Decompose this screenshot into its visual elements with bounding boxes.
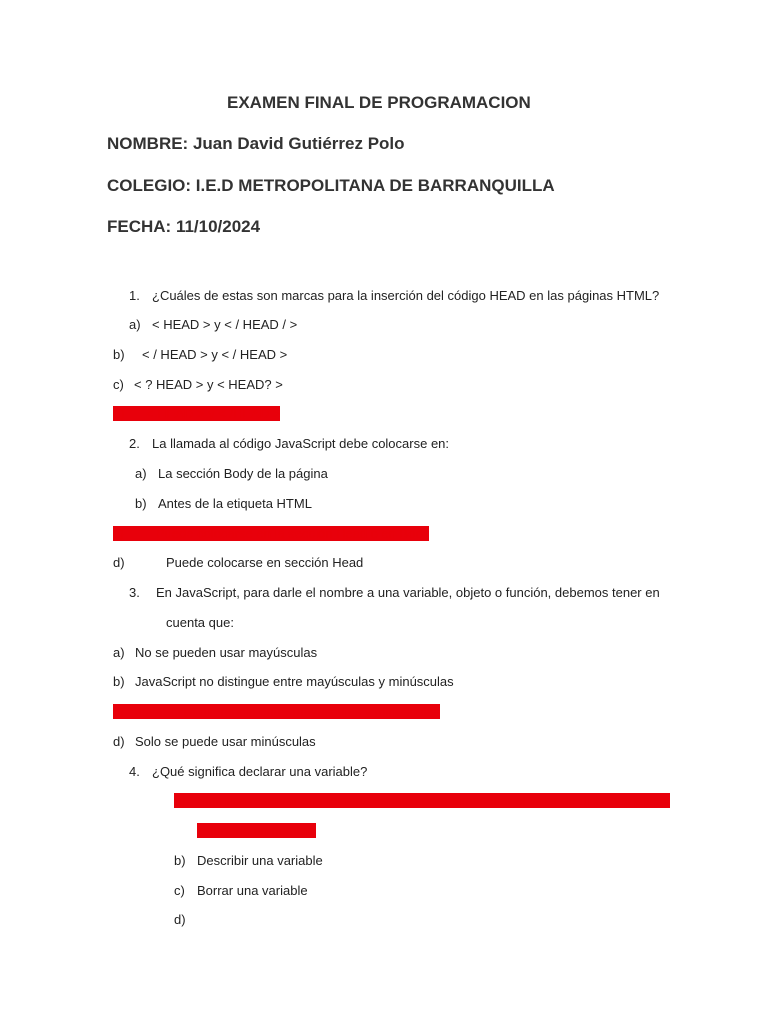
question-2-text: La llamada al código JavaScript debe colocarse en: bbox=[152, 436, 450, 451]
question-1-number: 1. bbox=[129, 288, 140, 303]
q1-option-c bbox=[113, 377, 283, 392]
answer-highlight bbox=[113, 704, 440, 719]
question-4-text: ¿Qué significa declarar una variable? bbox=[152, 764, 368, 779]
question-2 bbox=[129, 436, 449, 451]
q2-option-b bbox=[135, 496, 312, 511]
q1-option-d-letter: d) bbox=[113, 406, 125, 421]
q3-option-c-text: JavaScript diferencia entre mayúsculas y minúsculas bbox=[135, 704, 440, 719]
q2-option-a-letter: a) bbox=[135, 466, 147, 481]
q2-option-b-text: Antes de la etiqueta HTML bbox=[158, 496, 312, 511]
q2-option-c-text: Puede colocarse en la sección Head o en Body bbox=[156, 526, 430, 541]
q1-option-a-text: < HEAD > y < / HEAD / > bbox=[152, 317, 298, 332]
q4-option-a-text-line1: Significa reservar en memoria espacio para almacenar el valor de dicha variable y bbox=[197, 793, 670, 808]
q3-option-b-text: JavaScript no distingue entre mayúsculas y minúsculas bbox=[135, 674, 454, 689]
q1-option-b bbox=[113, 347, 287, 362]
q4-option-a-correct bbox=[174, 793, 670, 808]
q4-option-a-text-line2: asignarle un nombre bbox=[197, 823, 316, 838]
exam-date: FECHA: 11/10/2024 bbox=[107, 217, 261, 236]
answer-highlight bbox=[113, 526, 429, 541]
student-name: NOMBRE: Juan David Gutiérrez Polo bbox=[107, 134, 405, 153]
q4-option-c-letter: c) bbox=[174, 883, 185, 898]
q4-option-b-letter: b) bbox=[174, 853, 186, 868]
question-2-number: 2. bbox=[129, 436, 140, 451]
q1-option-d-text: < HEAD > y < /HEAD > bbox=[146, 406, 281, 421]
q4-option-c-text: Borrar una variable bbox=[197, 883, 308, 898]
q3-option-d bbox=[113, 734, 316, 749]
q3-option-b bbox=[113, 674, 454, 689]
school-name: COLEGIO: I.E.D METROPOLITANA DE BARRANQUILLA bbox=[107, 176, 555, 195]
q2-option-b-letter: b) bbox=[135, 496, 147, 511]
document-title: EXAMEN FINAL DE PROGRAMACION bbox=[227, 93, 531, 112]
q4-option-d bbox=[174, 912, 197, 927]
q3-option-b-letter: b) bbox=[113, 674, 125, 689]
q1-option-d-correct bbox=[113, 406, 280, 421]
q1-option-a-letter: a) bbox=[129, 317, 141, 332]
q4-option-b-text: Describir una variable bbox=[197, 853, 323, 868]
question-3 bbox=[129, 585, 660, 600]
q3-option-c-letter: c) bbox=[113, 704, 124, 719]
question-3-text-line1: En JavaScript, para darle el nombre a una variable, objeto o función, debemos tener en bbox=[156, 585, 660, 600]
q4-option-a-line2 bbox=[197, 823, 316, 838]
question-3-number: 3. bbox=[129, 585, 140, 600]
q3-option-d-letter: d) bbox=[113, 734, 125, 749]
q3-option-a bbox=[113, 645, 317, 660]
q1-option-b-text: < / HEAD > y < / HEAD > bbox=[142, 347, 288, 362]
q2-option-d bbox=[113, 555, 363, 570]
q3-option-a-letter: a) bbox=[113, 645, 125, 660]
q4-option-b bbox=[174, 853, 323, 868]
q2-option-d-text: Puede colocarse en sección Head bbox=[166, 555, 364, 570]
answer-highlight bbox=[113, 406, 280, 421]
question-4 bbox=[129, 764, 367, 779]
q1-option-b-letter: b) bbox=[113, 347, 125, 362]
q2-option-a-text: La sección Body de la página bbox=[158, 466, 328, 481]
question-1 bbox=[129, 288, 659, 303]
question-3-text-line2: cuenta que: bbox=[166, 615, 234, 630]
q2-option-d-letter: d) bbox=[113, 555, 125, 570]
q3-option-c-correct bbox=[113, 704, 440, 719]
q4-option-d-letter: d) bbox=[174, 912, 186, 927]
q2-option-c-correct bbox=[113, 526, 429, 541]
q1-option-c-letter: c) bbox=[113, 377, 124, 392]
q2-option-a bbox=[135, 466, 328, 481]
q3-option-d-text: Solo se puede usar minúsculas bbox=[135, 734, 316, 749]
q1-option-a bbox=[129, 317, 297, 332]
q4-option-a-letter: a) bbox=[174, 793, 186, 808]
q1-option-c-text: < ? HEAD > y < HEAD? > bbox=[134, 377, 283, 392]
q2-option-c-letter: c) bbox=[113, 526, 124, 541]
q4-option-c bbox=[174, 883, 308, 898]
question-1-text: ¿Cuáles de estas son marcas para la inserción del código HEAD en las páginas HTML? bbox=[152, 288, 660, 303]
answer-highlight bbox=[174, 793, 670, 808]
question-4-number: 4. bbox=[129, 764, 140, 779]
q3-option-a-text: No se pueden usar mayúsculas bbox=[135, 645, 318, 660]
